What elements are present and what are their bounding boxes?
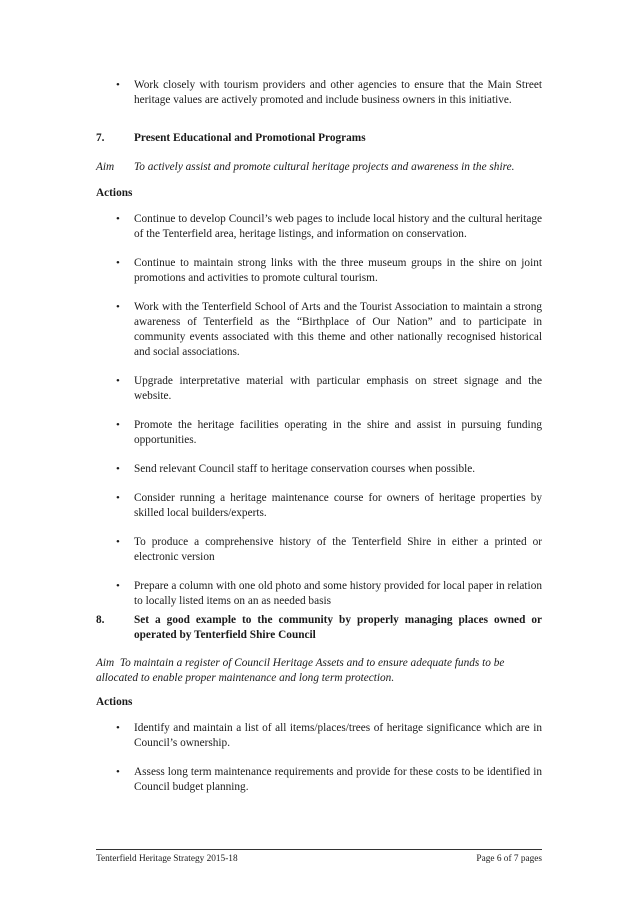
list-item [96, 765, 542, 795]
section-7-aim [96, 160, 542, 175]
section-7-action-list [96, 212, 542, 623]
list-item [96, 462, 542, 477]
section-8-number: 8. [96, 614, 105, 626]
section-8-action-list [96, 721, 542, 809]
bullet-icon: • [116, 766, 120, 778]
section-7-heading [96, 131, 542, 146]
list-item-text: Continue to develop Council’s web pages to include local history and the cultural heritage of the Tenterfield area, heritage listings, and information on conservation. [134, 213, 542, 240]
list-item-text: Continue to maintain strong links with the three museum groups in the shire on joint promotions and activities to promote cultural tourism. [134, 257, 542, 284]
bullet-icon: • [116, 301, 120, 313]
section-8-aim [96, 656, 542, 686]
list-item [96, 256, 542, 286]
section-8-heading [96, 613, 542, 643]
bullet-icon: • [116, 722, 120, 734]
list-item-text: Promote the heritage facilities operating in the shire and assist in pursuing funding opportunities. [134, 419, 542, 446]
list-item-text: Assess long term maintenance requirements and provide for these costs to be identified in Council budget planning. [134, 766, 542, 793]
list-item [96, 374, 542, 404]
aim-label: Aim [96, 161, 115, 173]
bullet-icon: • [116, 375, 120, 387]
bullet-icon: • [116, 536, 120, 548]
bullet-icon: • [116, 580, 120, 592]
bullet-icon: • [116, 79, 120, 91]
list-item-text: Consider running a heritage maintenance course for owners of heritage properties by skilled local builders/experts. [134, 492, 542, 519]
list-item-text: Work closely with tourism providers and other agencies to ensure that the Main Street heritage values are actively promoted and include business owners in this initiative. [134, 79, 542, 106]
aim-label: Aim [96, 657, 115, 669]
list-item [96, 535, 542, 565]
list-item-text: Work with the Tenterfield School of Arts and the Tourist Association to maintain a strong awareness of Tenterfield as the “Birthplace of Our Nation” and to participate in community events associated with this theme and other nationally recognised historical and social associations. [134, 301, 542, 358]
list-item-text: Identify and maintain a list of all items/places/trees of heritage significance which are in Council’s ownership. [134, 722, 542, 749]
list-item [96, 579, 542, 609]
aim-text: To maintain a register of Council Heritage Assets and to ensure adequate funds to be allocated to enable proper maintenance and long term protection. [96, 657, 505, 684]
page-footer [96, 849, 542, 865]
list-item [96, 300, 542, 360]
section-8-title: Set a good example to the community by properly managing places owned or operated by Tenterfield Shire Council [134, 614, 542, 641]
footer-page-number: Page 6 of 7 pages [476, 854, 542, 864]
list-item-text: Upgrade interpretative material with particular emphasis on street signage and the website. [134, 375, 542, 402]
aim-text: To actively assist and promote cultural heritage projects and awareness in the shire. [134, 161, 515, 173]
section-7-actions-label: Actions [96, 187, 133, 199]
list-item-text: To produce a comprehensive history of the Tenterfield Shire in either a printed or electronic version [134, 536, 542, 563]
bullet-icon: • [116, 257, 120, 269]
list-item-text: Prepare a column with one old photo and some history provided for local paper in relation to locally listed items on an as needed basis [134, 580, 542, 607]
bullet-icon: • [116, 463, 120, 475]
bullet-icon: • [116, 419, 120, 431]
section-7-number: 7. [96, 132, 105, 144]
section-7-title: Present Educational and Promotional Programs [134, 132, 366, 144]
bullet-icon: • [116, 492, 120, 504]
list-item [96, 491, 542, 521]
list-item [96, 78, 542, 108]
footer-title: Tenterfield Heritage Strategy 2015-18 [96, 854, 238, 864]
list-item-text: Send relevant Council staff to heritage conservation courses when possible. [134, 463, 476, 475]
section-8-actions-label: Actions [96, 696, 133, 708]
bullet-icon: • [116, 213, 120, 225]
top-bullet-list [96, 78, 542, 122]
list-item [96, 418, 542, 448]
list-item [96, 212, 542, 242]
list-item [96, 721, 542, 751]
